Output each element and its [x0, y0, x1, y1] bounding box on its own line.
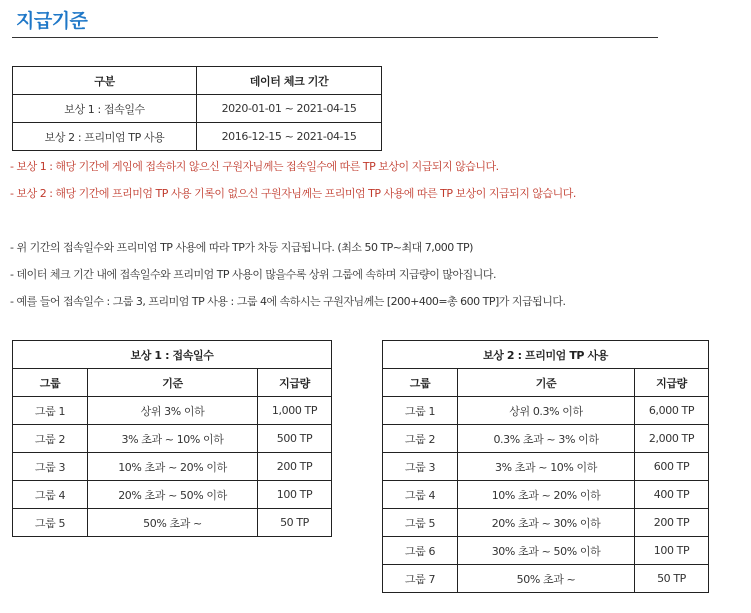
title-divider: [12, 37, 658, 38]
criteria-cell: 20% 초과 ~ 50% 이하: [88, 481, 258, 509]
criteria-cell: 0.3% 초과 ~ 3% 이하: [458, 425, 635, 453]
period-row-range: 2016-12-15 ~ 2021-04-15: [197, 123, 382, 151]
group-cell: 그룹 7: [383, 565, 458, 593]
reward1-header: [13, 369, 332, 397]
table-row: [383, 509, 709, 537]
table-row: [13, 509, 332, 537]
header-check-period: 데이터 체크 기간: [197, 67, 382, 95]
criteria-cell: 50% 초과 ~: [88, 509, 258, 537]
group-cell: 그룹 4: [13, 481, 88, 509]
reward2-caption: 보상 2 : 프리미엄 TP 사용: [383, 341, 709, 369]
criteria-cell: 3% 초과 ~ 10% 이하: [88, 425, 258, 453]
criteria-cell: 상위 3% 이하: [88, 397, 258, 425]
header-criteria: 기준: [88, 369, 258, 397]
period-table-header: [13, 67, 382, 95]
header-group: 그룹: [383, 369, 458, 397]
amount-cell: 600 TP: [635, 453, 709, 481]
amount-cell: 6,000 TP: [635, 397, 709, 425]
criteria-cell: 3% 초과 ~ 10% 이하: [458, 453, 635, 481]
table-row: [383, 565, 709, 593]
criteria-cell: 상위 0.3% 이하: [458, 397, 635, 425]
notice-reward2-warning: - 보상 2 : 해당 기간에 프리미엄 TP 사용 기록이 없으신 구원자님께는 프리미엄 TP 사용에 따른 TP 보상이 지급되지 않습니다.: [10, 187, 576, 200]
header-amount: 지급량: [258, 369, 332, 397]
notice-reward1-warning: - 보상 1 : 해당 기간에 게임에 접속하지 않으신 구원자님께는 접속일수에 따른 TP 보상이 지급되지 않습니다.: [10, 160, 499, 173]
table-row: [383, 397, 709, 425]
table-row: [13, 481, 332, 509]
criteria-cell: 20% 초과 ~ 30% 이하: [458, 509, 635, 537]
table-row: [383, 453, 709, 481]
group-cell: 그룹 1: [383, 397, 458, 425]
amount-cell: 100 TP: [258, 481, 332, 509]
group-cell: 그룹 1: [13, 397, 88, 425]
period-row-range: 2020-01-01 ~ 2021-04-15: [197, 95, 382, 123]
reward1-body: [13, 397, 332, 537]
group-cell: 그룹 6: [383, 537, 458, 565]
header-amount: 지급량: [635, 369, 709, 397]
reward1-table: [12, 340, 332, 537]
notice-item: - 예를 들어 접속일수 : 그룹 3, 프리미엄 TP 사용 : 그룹 4에 속하시는 구원자님께는 [200+400=총 600 TP]가 지급됩니다.: [10, 295, 566, 308]
amount-cell: 2,000 TP: [635, 425, 709, 453]
header-group: 그룹: [13, 369, 88, 397]
amount-cell: 1,000 TP: [258, 397, 332, 425]
period-row-label: 보상 2 : 프리미엄 TP 사용: [13, 123, 197, 151]
reward2-body: [383, 397, 709, 593]
reward1-caption: 보상 1 : 접속일수: [13, 341, 332, 369]
criteria-cell: 50% 초과 ~: [458, 565, 635, 593]
reward2-header: [383, 369, 709, 397]
period-row-label: 보상 1 : 접속일수: [13, 95, 197, 123]
amount-cell: 50 TP: [635, 565, 709, 593]
group-cell: 그룹 3: [13, 453, 88, 481]
table-row: [383, 481, 709, 509]
notice-item: - 데이터 체크 기간 내에 접속일수와 프리미엄 TP 사용이 많을수록 상위 그룹에 속하며 지급량이 많아집니다.: [10, 268, 497, 281]
amount-cell: 100 TP: [635, 537, 709, 565]
amount-cell: 200 TP: [258, 453, 332, 481]
period-row: [13, 95, 382, 123]
header-category: 구분: [13, 67, 197, 95]
criteria-cell: 10% 초과 ~ 20% 이하: [88, 453, 258, 481]
group-cell: 그룹 2: [383, 425, 458, 453]
group-cell: 그룹 5: [13, 509, 88, 537]
table-row: [383, 425, 709, 453]
reward2-table: [382, 340, 709, 593]
amount-cell: 400 TP: [635, 481, 709, 509]
table-row: [13, 397, 332, 425]
amount-cell: 500 TP: [258, 425, 332, 453]
table-row: [13, 453, 332, 481]
table-row: [13, 425, 332, 453]
period-row: [13, 123, 382, 151]
header-criteria: 기준: [458, 369, 635, 397]
group-cell: 그룹 3: [383, 453, 458, 481]
criteria-cell: 30% 초과 ~ 50% 이하: [458, 537, 635, 565]
amount-cell: 200 TP: [635, 509, 709, 537]
group-cell: 그룹 2: [13, 425, 88, 453]
amount-cell: 50 TP: [258, 509, 332, 537]
notice-item: - 위 기간의 접속일수와 프리미엄 TP 사용에 따라 TP가 차등 지급됩니다. (최소 50 TP~최대 7,000 TP): [10, 241, 473, 254]
criteria-cell: 10% 초과 ~ 20% 이하: [458, 481, 635, 509]
group-cell: 그룹 5: [383, 509, 458, 537]
group-cell: 그룹 4: [383, 481, 458, 509]
page-title: 지급기준: [16, 10, 88, 32]
table-row: [383, 537, 709, 565]
period-table: [12, 66, 382, 151]
